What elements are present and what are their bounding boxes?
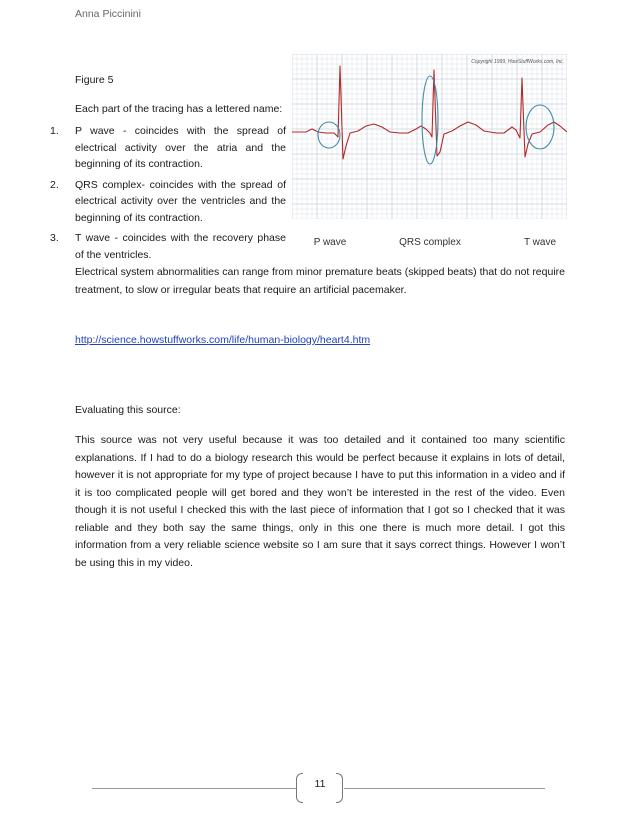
ecg-grid (292, 54, 567, 219)
list-number: 1. (50, 125, 59, 137)
ecg-trace (292, 66, 567, 159)
t-wave-circle (526, 105, 554, 149)
paragraph-evaluation: This source was not very useful because it was too detailed and it contained too many scientific explanations. If I had to do a biology research this would be perfect because it explains in lots of detail, however it is not appropriate for my type of project because I have to put this information in a video and if it is too complicated people will get bored and they won’t be interested in the rest of the video. Even though it is not useful I checked this with the last piece of information that I got so I checked that it was reliable and they both say the same things, only in this one there is much more detail. I got this information from a very reliable science website so I am sure that it says correct things. However I won’t be using this in my video. (75, 434, 565, 569)
paragraph-abnormalities: Electrical system abnormalities can range from minor premature beats (skipped beats) that do not require treatment, to slow or irregular beats that require an artificial pacemaker. (75, 266, 565, 296)
wave-list (50, 123, 286, 267)
list-number: 2. (50, 178, 59, 191)
list-item (50, 177, 286, 227)
page-bracket-left (296, 773, 303, 803)
ecg-copyright: Copyright 1999, HowStuffWorks.com, Inc. (471, 59, 564, 65)
list-text: P wave - coincides with the spread of electrical activity over the atria and the beginning of its contraction. (75, 125, 286, 170)
source-link[interactable]: http://science.howstuffworks.com/life/human-biology/heart4.htm (75, 334, 371, 346)
list-text: QRS complex- coincides with the spread of electrical activity over the ventricles and the beginning of its contraction. (75, 178, 286, 224)
page-number: 11 (314, 778, 326, 790)
ecg-figure (292, 54, 567, 254)
evaluating-heading: Evaluating this source: (75, 404, 181, 416)
ecg-label-qrs: QRS complex (399, 237, 461, 248)
figure-intro: Each part of the tracing has a lettered name: (75, 103, 283, 115)
ecg-label-t: T wave (523, 237, 557, 248)
list-item (50, 230, 286, 263)
header-author: Anna Piccinini (75, 8, 141, 20)
footer-rule-left (92, 788, 297, 789)
footer-rule-right (344, 788, 545, 789)
list-item (50, 123, 286, 173)
ecg-label-p: P wave (313, 237, 347, 248)
figure-label: Figure 5 (75, 74, 114, 86)
list-text: T wave - coincides with the recovery phase of the ventricles. (75, 232, 286, 261)
page-bracket-right (336, 773, 343, 803)
list-number: 3. (50, 232, 59, 244)
